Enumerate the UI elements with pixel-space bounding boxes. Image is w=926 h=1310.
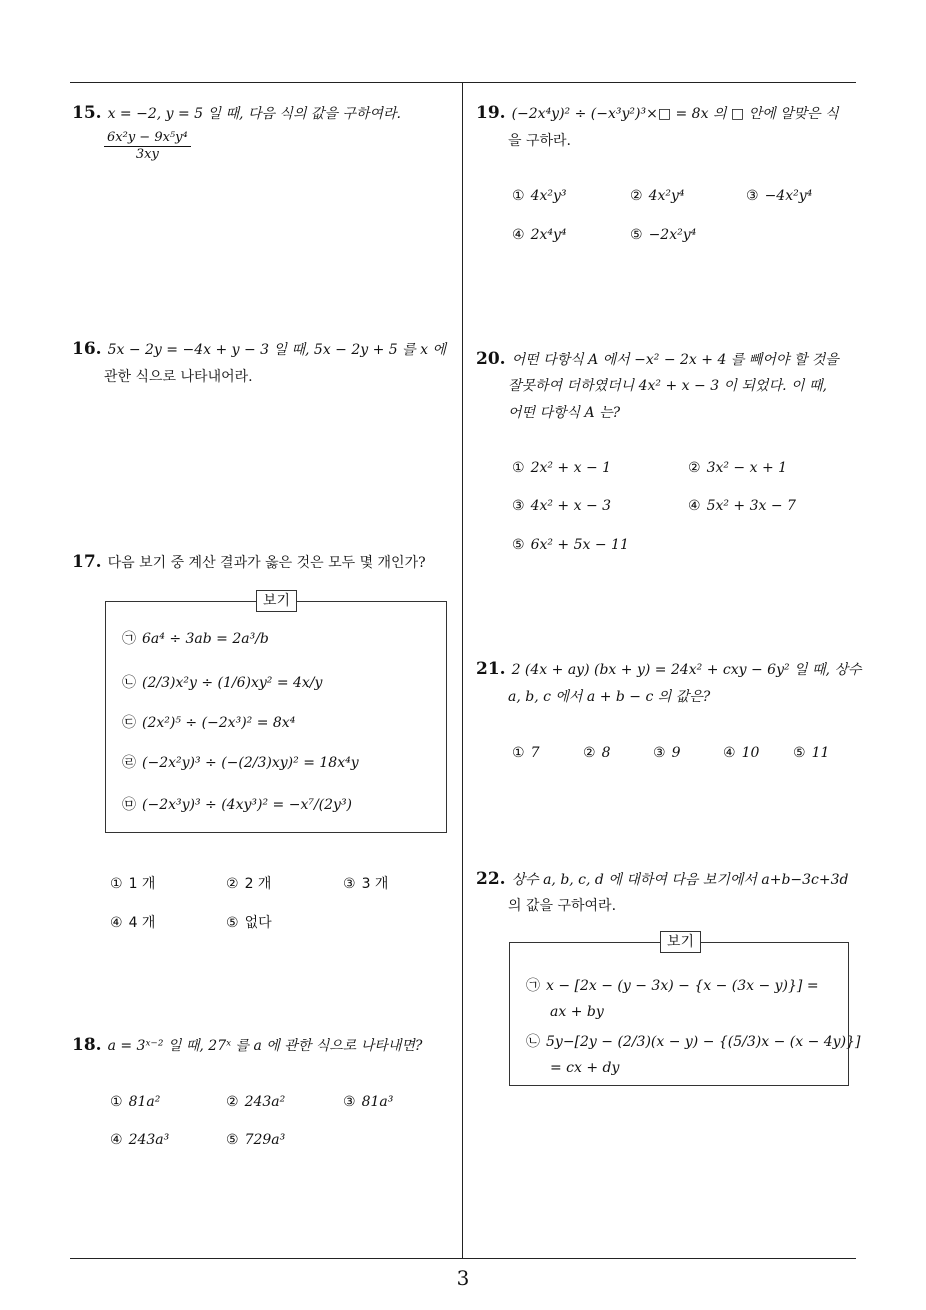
choice-1[interactable]: ① 81a² — [110, 1094, 161, 1110]
question-18 — [72, 1032, 462, 1059]
choice-2[interactable]: ② 3x² − x + 1 — [688, 460, 788, 476]
choice-4[interactable]: ④ 10 — [723, 745, 760, 761]
question-number: 21. — [476, 659, 506, 679]
choice-1[interactable]: ① 2x² + x − 1 — [512, 460, 612, 476]
choice-2[interactable]: ② 243a² — [226, 1094, 286, 1110]
question-text: x = −2, y = 5 일 때, 다음 식의 값을 구하여라. — [107, 106, 401, 122]
question-19 — [476, 100, 861, 127]
question-16-line2 — [104, 364, 253, 390]
choice-4[interactable]: ④ 243a³ — [110, 1132, 170, 1148]
question-19-line2 — [508, 128, 571, 154]
top-rule — [70, 82, 856, 83]
fraction-denominator: 3xy — [135, 147, 159, 162]
bogi-item: ㉢ (2x²)⁵ ÷ (−2x³)² = 8x⁴ — [122, 715, 296, 731]
choice-2[interactable]: ② 2 개 — [226, 876, 272, 892]
question-number: 16. — [72, 339, 102, 359]
bogi-title: 보기 — [660, 931, 701, 953]
choice-5[interactable]: ⑤ 729a³ — [226, 1132, 286, 1148]
page-number: 3 — [456, 1266, 470, 1290]
question-text-line2: a, b, c 에서 a + b − c 의 값은? — [508, 689, 711, 705]
question-15 — [72, 100, 452, 127]
question-text-line2: 의 값을 구하여라. — [508, 898, 617, 914]
fraction-numerator: 6x²y − 9x⁵y⁴ — [104, 130, 191, 147]
bogi-item: ㉡ 5y−[2y − (2/3)(x − y) − {(5/3)x − (x − 4y)}] — [526, 1034, 861, 1050]
bogi-item: ㉠ x − [2x − (y − 3x) − {x − (3x − y)}] = — [526, 978, 819, 994]
bogi-item: ㉠ 6a⁴ ÷ 3ab = 2a³/b — [122, 631, 269, 647]
q15-fraction — [104, 130, 191, 163]
choice-3[interactable]: ③ 3 개 — [343, 876, 389, 892]
question-21 — [476, 656, 866, 683]
question-number: 17. — [72, 552, 102, 572]
choice-5[interactable]: ⑤ −2x²y⁴ — [630, 227, 697, 243]
question-text-line2: 관한 식으로 나타내어라. — [104, 369, 253, 385]
question-22-line2 — [508, 893, 616, 919]
question-number: 19. — [476, 103, 506, 123]
question-text-line1: 2 (4x + ay) (bx + y) = 24x² + cxy − 6y² 일 때, 상수 — [511, 662, 862, 678]
choice-3[interactable]: ③ 9 — [653, 745, 681, 761]
question-number: 15. — [72, 103, 102, 123]
column-divider — [462, 82, 463, 1258]
question-17 — [72, 549, 462, 576]
choice-2[interactable]: ② 8 — [583, 745, 611, 761]
question-20-line3 — [508, 400, 620, 426]
question-20-line2 — [508, 373, 827, 399]
choice-2[interactable]: ② 4x²y⁴ — [630, 188, 685, 204]
choice-5[interactable]: ⑤ 11 — [793, 745, 830, 761]
choice-5[interactable]: ⑤ 6x² + 5x − 11 — [512, 537, 629, 553]
bogi-item-continued: = cx + dy — [550, 1060, 620, 1076]
question-text-line1: 상수 a, b, c, d 에 대하여 다음 보기에서 a+b−3c+3d — [511, 872, 849, 888]
choice-4[interactable]: ④ 2x⁴y⁴ — [512, 227, 567, 243]
question-22 — [476, 866, 866, 893]
bogi-item: ㉤ (−2x³y)³ ÷ (4xy³)² = −x⁷/(2y³) — [122, 797, 353, 813]
bogi-item-continued: ax + by — [550, 1004, 604, 1020]
bogi-box-17 — [105, 593, 447, 833]
bottom-rule — [70, 1258, 856, 1259]
bogi-title: 보기 — [256, 590, 297, 612]
choice-3[interactable]: ③ 81a³ — [343, 1094, 394, 1110]
choice-1[interactable]: ① 1 개 — [110, 876, 156, 892]
question-text-line1: 5x − 2y = −4x + y − 3 일 때, 5x − 2y + 5 를 x 에 — [107, 342, 447, 358]
question-text-line2: 잘못하여 더하였더니 4x² + x − 3 이 되었다. 이 때, — [508, 378, 827, 394]
choice-4[interactable]: ④ 4 개 — [110, 915, 156, 931]
bogi-item: ㉣ (−2x²y)³ ÷ (−(2/3)xy)² = 18x⁴y — [122, 755, 359, 771]
choice-4[interactable]: ④ 5x² + 3x − 7 — [688, 498, 796, 514]
question-text: a = 3ˣ⁻² 일 때, 27ˣ 를 a 에 관한 식으로 나타내면? — [107, 1038, 423, 1054]
question-text-line1: 어떤 다항식 A 에서 −x² − 2x + 4 를 빼어야 할 것을 — [511, 352, 839, 368]
choice-1[interactable]: ① 7 — [512, 745, 540, 761]
question-text: 다음 보기 중 계산 결과가 옳은 것은 모두 몇 개인가? — [107, 555, 426, 571]
choice-5[interactable]: ⑤ 없다 — [226, 915, 272, 931]
question-number: 20. — [476, 349, 506, 369]
bogi-box-22 — [509, 934, 861, 1086]
question-21-line2 — [508, 684, 710, 710]
question-16 — [72, 336, 457, 363]
question-number: 18. — [72, 1035, 102, 1055]
bogi-item: ㉡ (2/3)x²y ÷ (1/6)xy² = 4x/y — [122, 675, 323, 691]
question-text-line1: (−2x⁴y)² ÷ (−x³y²)³×□ = 8x 의 □ 안에 알맞은 식 — [511, 106, 839, 122]
question-number: 22. — [476, 869, 506, 889]
question-20 — [476, 346, 866, 373]
choice-3[interactable]: ③ −4x²y⁴ — [746, 188, 813, 204]
question-text-line3: 어떤 다항식 A 는? — [508, 405, 621, 421]
choice-3[interactable]: ③ 4x² + x − 3 — [512, 498, 612, 514]
choice-1[interactable]: ① 4x²y³ — [512, 188, 567, 204]
question-text-line2: 을 구하라. — [508, 133, 571, 149]
